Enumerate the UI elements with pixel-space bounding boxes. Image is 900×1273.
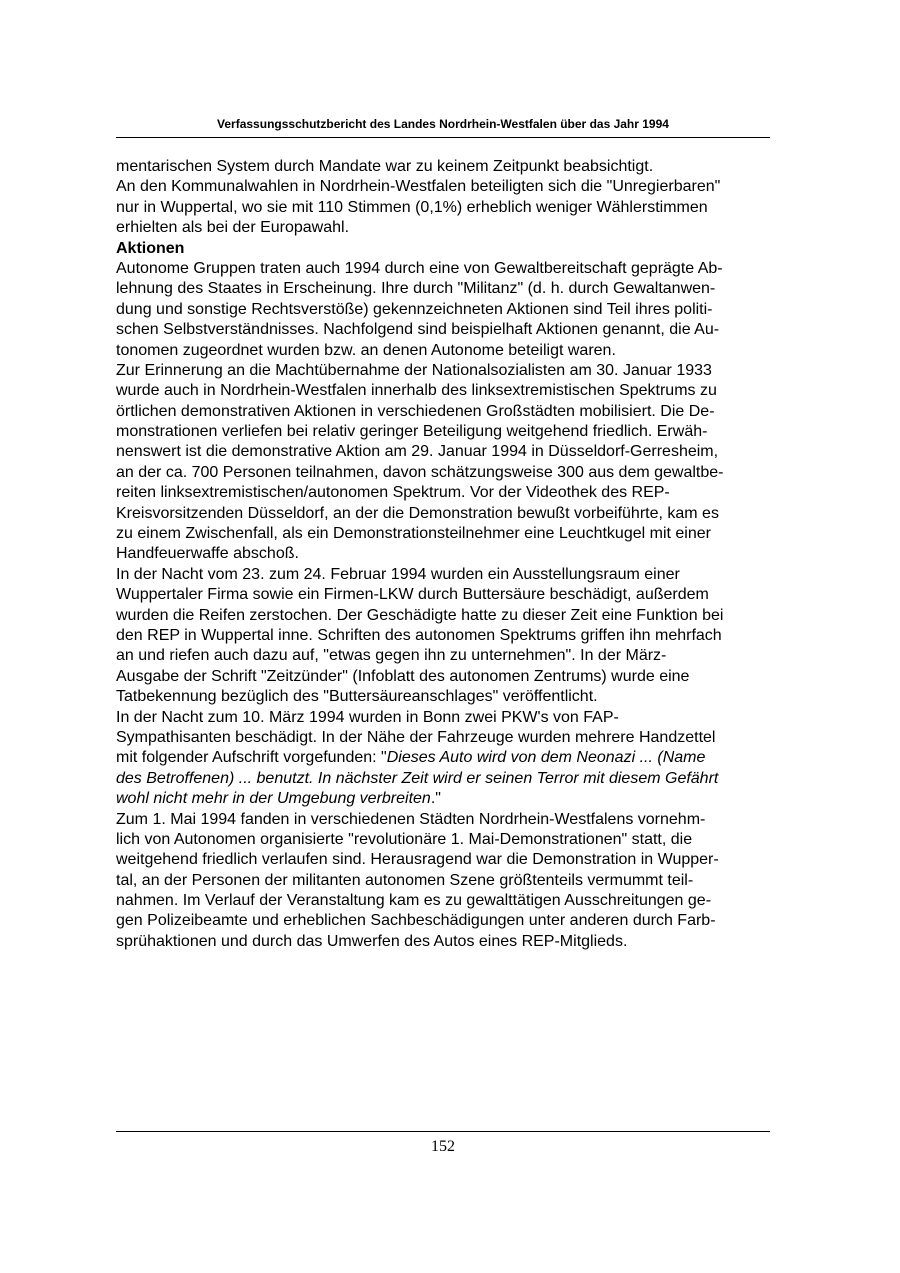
quote-italic: des Betroffenen) ... benutzt. In nächster Zeit wird er seinen Terror mit diesem Gefährt	[116, 769, 719, 787]
text-line: wurden die Reifen zerstochen. Der Geschädigte hatte zu dieser Zeit eine Funktion bei	[116, 606, 724, 624]
quote-line	[116, 769, 796, 789]
text-line: Sympathisanten beschädigt. In der Nähe der Fahrzeuge wurden mehrere Handzettel	[116, 728, 716, 746]
running-header: Verfassungsschutzbericht des Landes Nordrhein-Westfalen über das Jahr 1994	[217, 117, 669, 131]
text-line: schen Selbstverständnisses. Nachfolgend sind beispielhaft Aktionen genannt, die Au-	[116, 321, 720, 339]
text-line: lich von Autonomen organisierte "revolutionäre 1. Mai-Demonstrationen" statt, die	[116, 830, 693, 848]
text-line: In der Nacht zum 10. März 1994 wurden in Bonn zwei PKW's von FAP-	[116, 708, 619, 726]
text-line: dung und sonstige Rechtsverstöße) gekennzeichneten Aktionen sind Teil ihres politi-	[116, 300, 713, 318]
quote-line	[116, 748, 796, 768]
text-line: Autonome Gruppen traten auch 1994 durch eine von Gewaltbereitschaft geprägte Ab-	[116, 259, 723, 277]
text-line: Zum 1. Mai 1994 fanden in verschiedenen Städten Nordrhein-Westfalens vornehm-	[116, 810, 706, 828]
page-number: 152	[431, 1138, 455, 1155]
body-text	[116, 157, 796, 952]
text-line: tal, an der Personen der militanten autonomen Szene größtenteils vermummt teil-	[116, 871, 694, 889]
text-line: tonomen zugeordnet wurden bzw. an denen Autonome beteiligt waren.	[116, 341, 616, 359]
text-line: Tatbekennung bezüglich des "Buttersäureanschlages" veröffentlicht.	[116, 688, 598, 706]
quote-italic: wohl nicht mehr in der Umgebung verbreiten	[116, 790, 431, 808]
text-line: lehnung des Staates in Erscheinung. Ihre durch "Militanz" (d. h. durch Gewaltanwen-	[116, 280, 716, 298]
quote-suffix: ."	[430, 790, 441, 808]
text-line: örtlichen demonstrativen Aktionen in verschiedenen Großstädten mobilisiert. Die De-	[116, 402, 715, 420]
text-line: Zur Erinnerung an die Machtübernahme der Nationalsozialisten am 30. Januar 1933	[116, 361, 712, 379]
text-line: nur in Wuppertal, wo sie mit 110 Stimmen (0,1%) erheblich weniger Wählerstimmen	[116, 198, 708, 216]
text-line: gen Polizeibeamte und erheblichen Sachbeschädigungen unter anderen durch Farb-	[116, 912, 716, 930]
text-line: nenswert ist die demonstrative Aktion am 29. Januar 1994 in Düsseldorf-Gerresheim,	[116, 443, 719, 461]
quote-italic: Dieses Auto wird von dem Neonazi ... (Name	[386, 749, 706, 767]
text-line: In der Nacht vom 23. zum 24. Februar 1994 wurden ein Ausstellungsraum einer	[116, 565, 680, 583]
text-line: weitgehend friedlich verlaufen sind. Herausragend war die Demonstration in Wupper-	[116, 851, 719, 869]
text-line: Wuppertaler Firma sowie ein Firmen-LKW durch Buttersäure beschädigt, außerdem	[116, 586, 709, 604]
text-line: sprühaktionen und durch das Umwerfen des Autos eines REP-Mitglieds.	[116, 932, 628, 950]
header-rule	[116, 137, 770, 138]
text-line: erhielten als bei der Europawahl.	[116, 219, 350, 237]
text-line: wurde auch in Nordrhein-Westfalen innerhalb des linksextremistischen Spektrums zu	[116, 382, 717, 400]
text-line: Ausgabe der Schrift "Zeitzünder" (Infoblatt des autonomen Zentrums) wurde eine	[116, 667, 690, 685]
text-line: mentarischen System durch Mandate war zu keinem Zeitpunkt beabsichtigt.	[116, 158, 654, 175]
text-line: Kreisvorsitzenden Düsseldorf, an der die Demonstration bewußt vorbeiführte, kam es	[116, 504, 719, 522]
section-heading: Aktionen	[116, 239, 185, 257]
text-line: nahmen. Im Verlauf der Veranstaltung kam es zu gewalttätigen Ausschreitungen ge-	[116, 892, 712, 910]
text-line: an und riefen auch dazu auf, "etwas gegen ihn zu unternehmen". In der März-	[116, 647, 667, 665]
quote-line	[116, 789, 796, 809]
text-line: an der ca. 700 Personen teilnahmen, davon schätzungsweise 300 aus dem gewaltbe-	[116, 463, 724, 481]
quote-prefix: mit folgender Aufschrift vorgefunden: "	[116, 749, 387, 767]
footer-rule	[116, 1131, 770, 1132]
text-line: Handfeuerwaffe abschoß.	[116, 545, 299, 563]
text-line: den REP in Wuppertal inne. Schriften des autonomen Spektrums griffen ihn mehrfach	[116, 626, 722, 644]
text-line: reiten linksextremistischen/autonomen Spektrum. Vor der Videothek des REP-	[116, 484, 670, 502]
text-line: zu einem Zwischenfall, als ein Demonstrationsteilnehmer eine Leuchtkugel mit einer	[116, 525, 711, 543]
text-line: An den Kommunalwahlen in Nordrhein-Westfalen beteiligten sich die "Unregierbaren"	[116, 178, 721, 196]
text-line: monstrationen verliefen bei relativ geringer Beteiligung weitgehend friedlich. Erwäh-	[116, 423, 708, 441]
